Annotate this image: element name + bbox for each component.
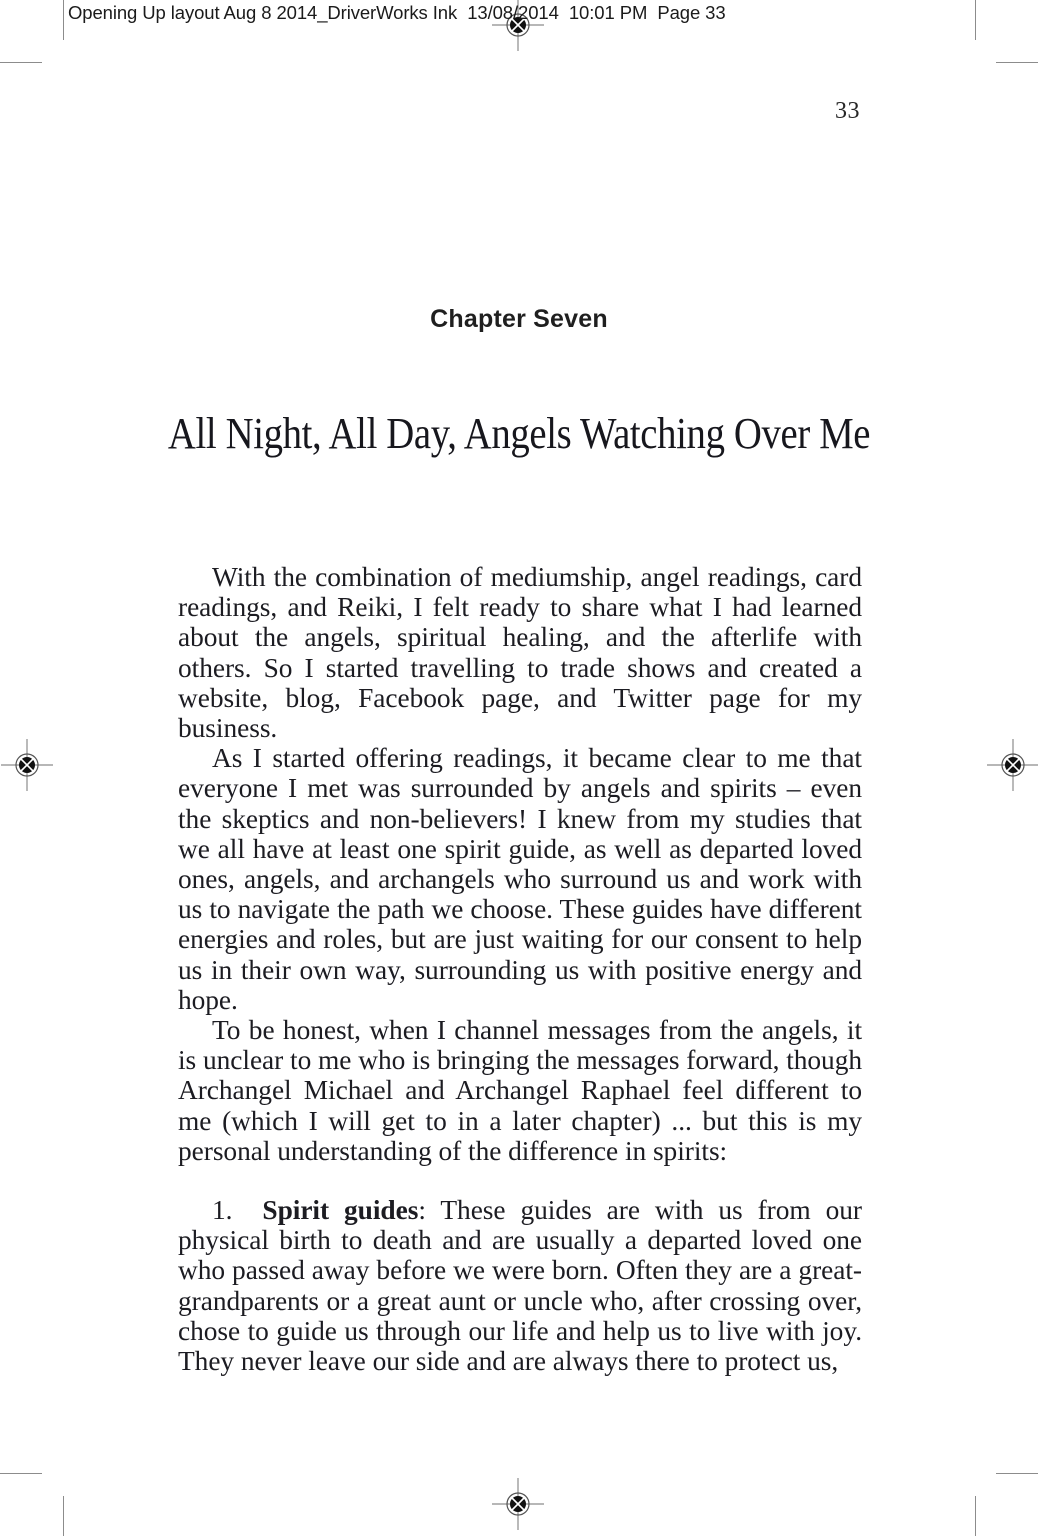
registration-target-icon-right xyxy=(985,737,1038,793)
crop-mark-bottom-right-horizontal xyxy=(996,1473,1038,1474)
body-paragraph: To be honest, when I channel messages from the angels, it is unclear to me who is bringing the messages forward, though Archangel Michael and Archangel Raphael feel different to me (which I will get to in a later chapter) ... but this is my personal understanding of the difference in spirits: xyxy=(178,1015,862,1166)
page-title: All Night, All Day, Angels Watching Over Me xyxy=(167,409,871,458)
crop-mark-top-left-horizontal xyxy=(0,62,42,63)
crop-mark-bottom-left-horizontal xyxy=(0,1473,42,1474)
registration-target-icon-left xyxy=(0,737,55,793)
page-number: 33 xyxy=(835,98,860,124)
numbered-list-item xyxy=(178,1195,862,1376)
crop-mark-top-right-vertical xyxy=(975,0,976,40)
body-paragraph: With the combination of mediumship, angel readings, card readings, and Reiki, I felt ready to share what I had learned about the angels, spiritual healing, and the afterlife with others. So I started travelling to trade shows and created a website, blog, Facebook page, and Twitter page for my business. xyxy=(178,562,862,744)
chapter-label: Chapter Seven xyxy=(430,305,608,333)
printer-header-text: Opening Up layout Aug 8 2014_DriverWorks Ink 13/08/2014 10:01 PM Page 33 xyxy=(68,2,726,23)
list-item-term: Spirit guides xyxy=(262,1195,419,1226)
crop-mark-bottom-left-vertical xyxy=(63,1496,64,1536)
registration-target-icon-bottom xyxy=(490,1476,546,1532)
list-item-number: 1. xyxy=(212,1195,233,1226)
body-paragraph: As I started offering readings, it became clear to me that everyone I met was surrounded by angels and spirits – even the skeptics and non-believers! I knew from my studies that we all have at least one spirit guide, as well as departed loved ones, angels, and archangels who surround us and work with us to navigate the path we choose. These guides have different energies and roles, but are just waiting for our consent to help us in their own way, surrounding us with positive energy and hope. xyxy=(178,743,862,1015)
crop-mark-top-left-vertical xyxy=(63,0,64,40)
crop-mark-top-right-horizontal xyxy=(996,62,1038,63)
body-text-column xyxy=(178,562,862,1376)
crop-mark-bottom-right-vertical xyxy=(975,1496,976,1536)
list-item-text: : These guides are with us from our physical birth to death and are usually a departed loved one who passed away before we were born. Often they are a great-grandparents or a great aunt or uncle who, after crossing over, chose to guide us through our life and help us to live with joy. They never leave our side and are always there to protect us, xyxy=(178,1195,862,1377)
